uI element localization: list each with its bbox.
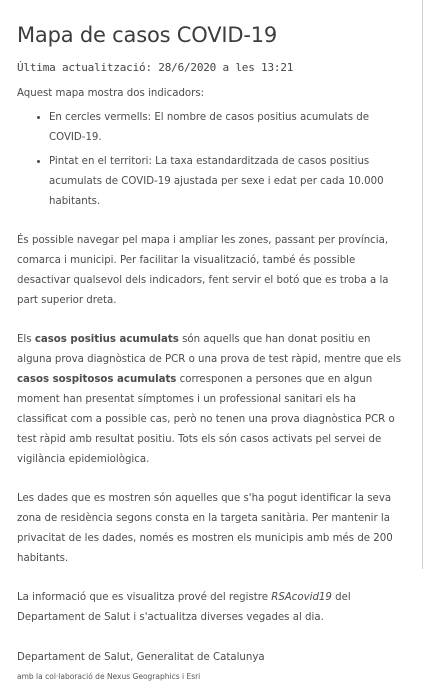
indicator-list: [17, 108, 405, 212]
page-title: Mapa de casos COVID-19: [17, 23, 278, 47]
credit-text: Departament de Salut, Generalitat de Catalunya: [17, 652, 265, 663]
collaboration-text: amb la col·laboració de Nexus Geographics i Esri: [17, 672, 201, 681]
definition-part-1: Els: [17, 334, 35, 345]
source-part-2: del Departament de Salut i s'actualitza diverses vegades al dia.: [17, 592, 351, 623]
definition-text: [17, 330, 405, 470]
indicator-red-circles: • En cercles vermells: El nombre de casos positius acumulats de COVID-19.: [49, 108, 405, 148]
definition-part-3: corresponen a persones que en algun moment han presentat símptomes i un professional sanitari els ha classificat com a possible cas, però no tenen una prova diagnòstica PCR o test ràpid amb resultat positiu. Tots els són casos activats pel servei de vigilància epidemiològica.: [17, 374, 395, 465]
intro-text: Aquest mapa mostra dos indicadors:: [17, 88, 205, 99]
suspected-cases-term: casos sospitosos acumulats: [17, 374, 177, 385]
registry-name: RSAcovid19: [271, 592, 332, 603]
source-part-1: La informació que es visualitza prové del registre: [17, 592, 272, 603]
navigation-text: És possible navegar pel mapa i ampliar les zones, passant per província, comarca i municipi. Per facilitar la visualització, també és possible desactivar qualsevol dels indicadors, fent servir el botó que es troba a la part superior dreta.: [17, 235, 389, 306]
positive-cases-term: casos positius acumulats: [34, 334, 179, 345]
last-updated: Última actualització: 28/6/2020 a les 13:21: [17, 61, 294, 74]
definition-part-2: són aquells que han donat positiu en alguna prova diagnòstica de PCR o una prova de test ràpid, mentre que els: [17, 334, 402, 365]
indicator-territory-fill: • Pintat en el territori: La taxa estandarditzada de casos positius acumulats de COVID-19 ajustada per sexe i edat per cada 10.000 habitants.: [49, 152, 405, 212]
privacy-text: Les dades que es mostren són aquelles que s'ha pogut identificar la seva zona de residència segons consta en la targeta sanitària. Per mantenir la privacitat de les dades, només es mostren els municipis amb més de 200 habitants.: [17, 493, 393, 564]
source-text: [17, 588, 405, 628]
